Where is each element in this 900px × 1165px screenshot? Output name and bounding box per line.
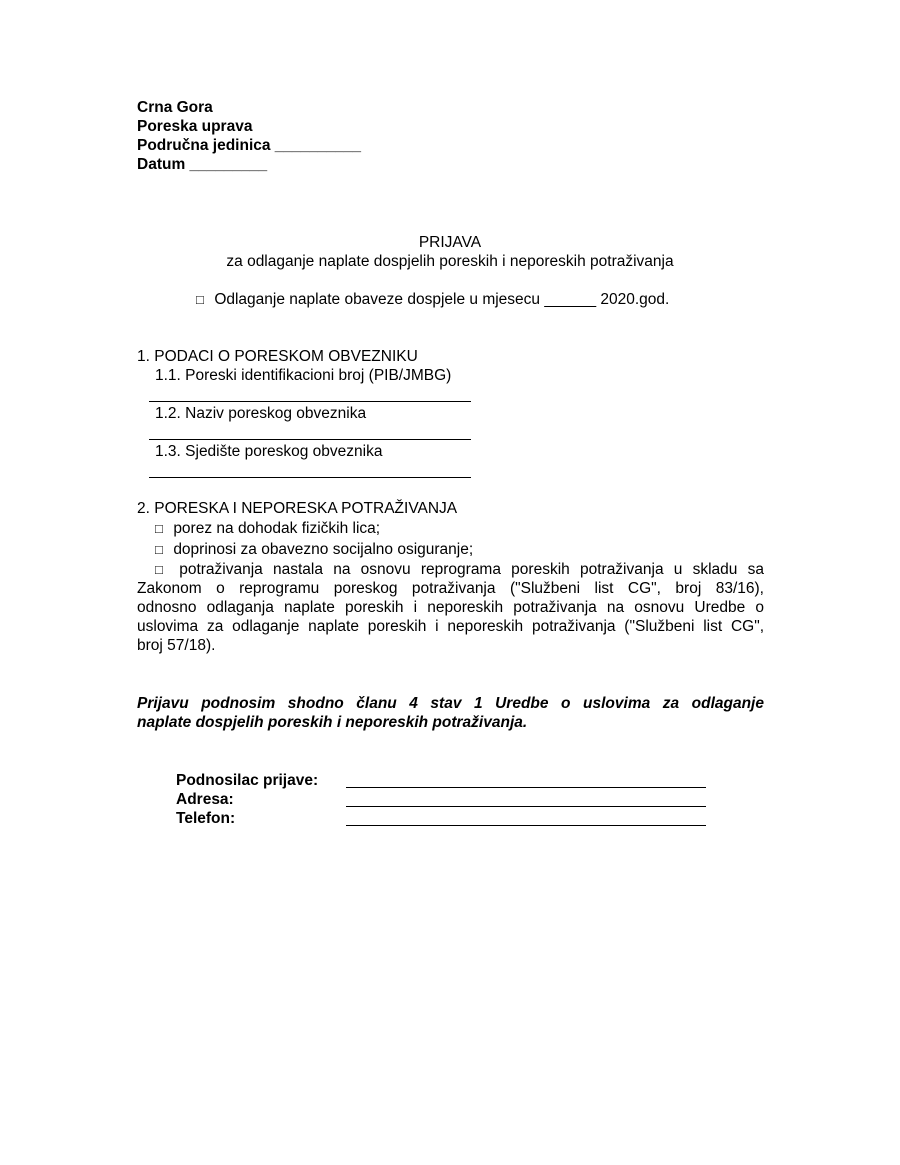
document-title: PRIJAVA [418,234,482,251]
section2-item-reprogram [137,560,764,655]
checkbox-icon[interactable]: □ [155,562,163,577]
reprogram-line-3: odnosno odlaganja naplate poreskih i neporeskih potraživanja na osnovu Uredbe o [137,599,764,616]
reprogram-line-2: Zakonom o reprogramu poreskog potraživanja ("Službeni list CG", broj 83/16), [137,580,764,597]
pib-input-line[interactable] [149,401,471,402]
reprogram-text: potraživanja nastala na osnovu reprograma poreskih potraživanja u skladu sa [179,561,764,578]
submitter-input-line[interactable] [346,787,706,788]
header-authority: Poreska uprava [137,118,253,135]
phone-label: Telefon: [176,810,236,827]
legal-statement [137,694,764,732]
header-regional-unit: Područna jedinica __________ [137,137,362,154]
section2-item-income-tax[interactable] [155,519,380,538]
document-subtitle: za odlaganje naplate dospjelih poreskih i neporeskih potraživanja [226,253,674,270]
section1-item-seat: 1.3. Sjedište poreskog obveznika [155,443,383,460]
address-input-line[interactable] [346,806,706,807]
item-label: porez na dohodak fizičkih lica; [173,520,381,537]
reprogram-line-5: broj 57/18). [137,637,216,654]
checkbox-icon[interactable]: □ [196,292,204,307]
reprogram-line-4: uslovima za odlaganje naplate poreskih i neporeskih potraživanja ("Službeni list CG", [137,618,764,635]
item-label: doprinosi za obavezno socijalno osiguranje; [173,541,474,558]
deferral-option-label: Odlaganje naplate obaveze dospjele u mjesecu ______ 2020.god. [214,291,670,308]
section2-item-contributions[interactable] [155,540,473,559]
name-input-line[interactable] [149,439,471,440]
submitter-label: Podnosilac prijave: [176,772,319,789]
header-date: Datum _________ [137,156,268,173]
checkbox-icon[interactable]: □ [155,521,163,536]
checkbox-icon[interactable]: □ [155,542,163,557]
section2-heading: 2. PORESKA I NEPORESKA POTRAŽIVANJA [137,500,458,517]
section1-item-pib: 1.1. Poreski identifikacioni broj (PIB/JMBG) [155,367,452,384]
deferral-option[interactable] [196,290,669,309]
section1-item-name: 1.2. Naziv poreskog obveznika [155,405,367,422]
reprogram-line-1 [137,560,764,579]
section1-heading: 1. PODACI O PORESKOM OBVEZNIKU [137,348,418,365]
seat-input-line[interactable] [149,477,471,478]
statement-line-1: Prijavu podnosim shodno članu 4 stav 1 Uredbe o uslovima za odlaganje [137,695,764,712]
address-label: Adresa: [176,791,234,808]
statement-line-2: naplate dospjelih poreskih i neporeskih potraživanja. [137,714,528,731]
phone-input-line[interactable] [346,825,706,826]
header-country: Crna Gora [137,99,213,116]
